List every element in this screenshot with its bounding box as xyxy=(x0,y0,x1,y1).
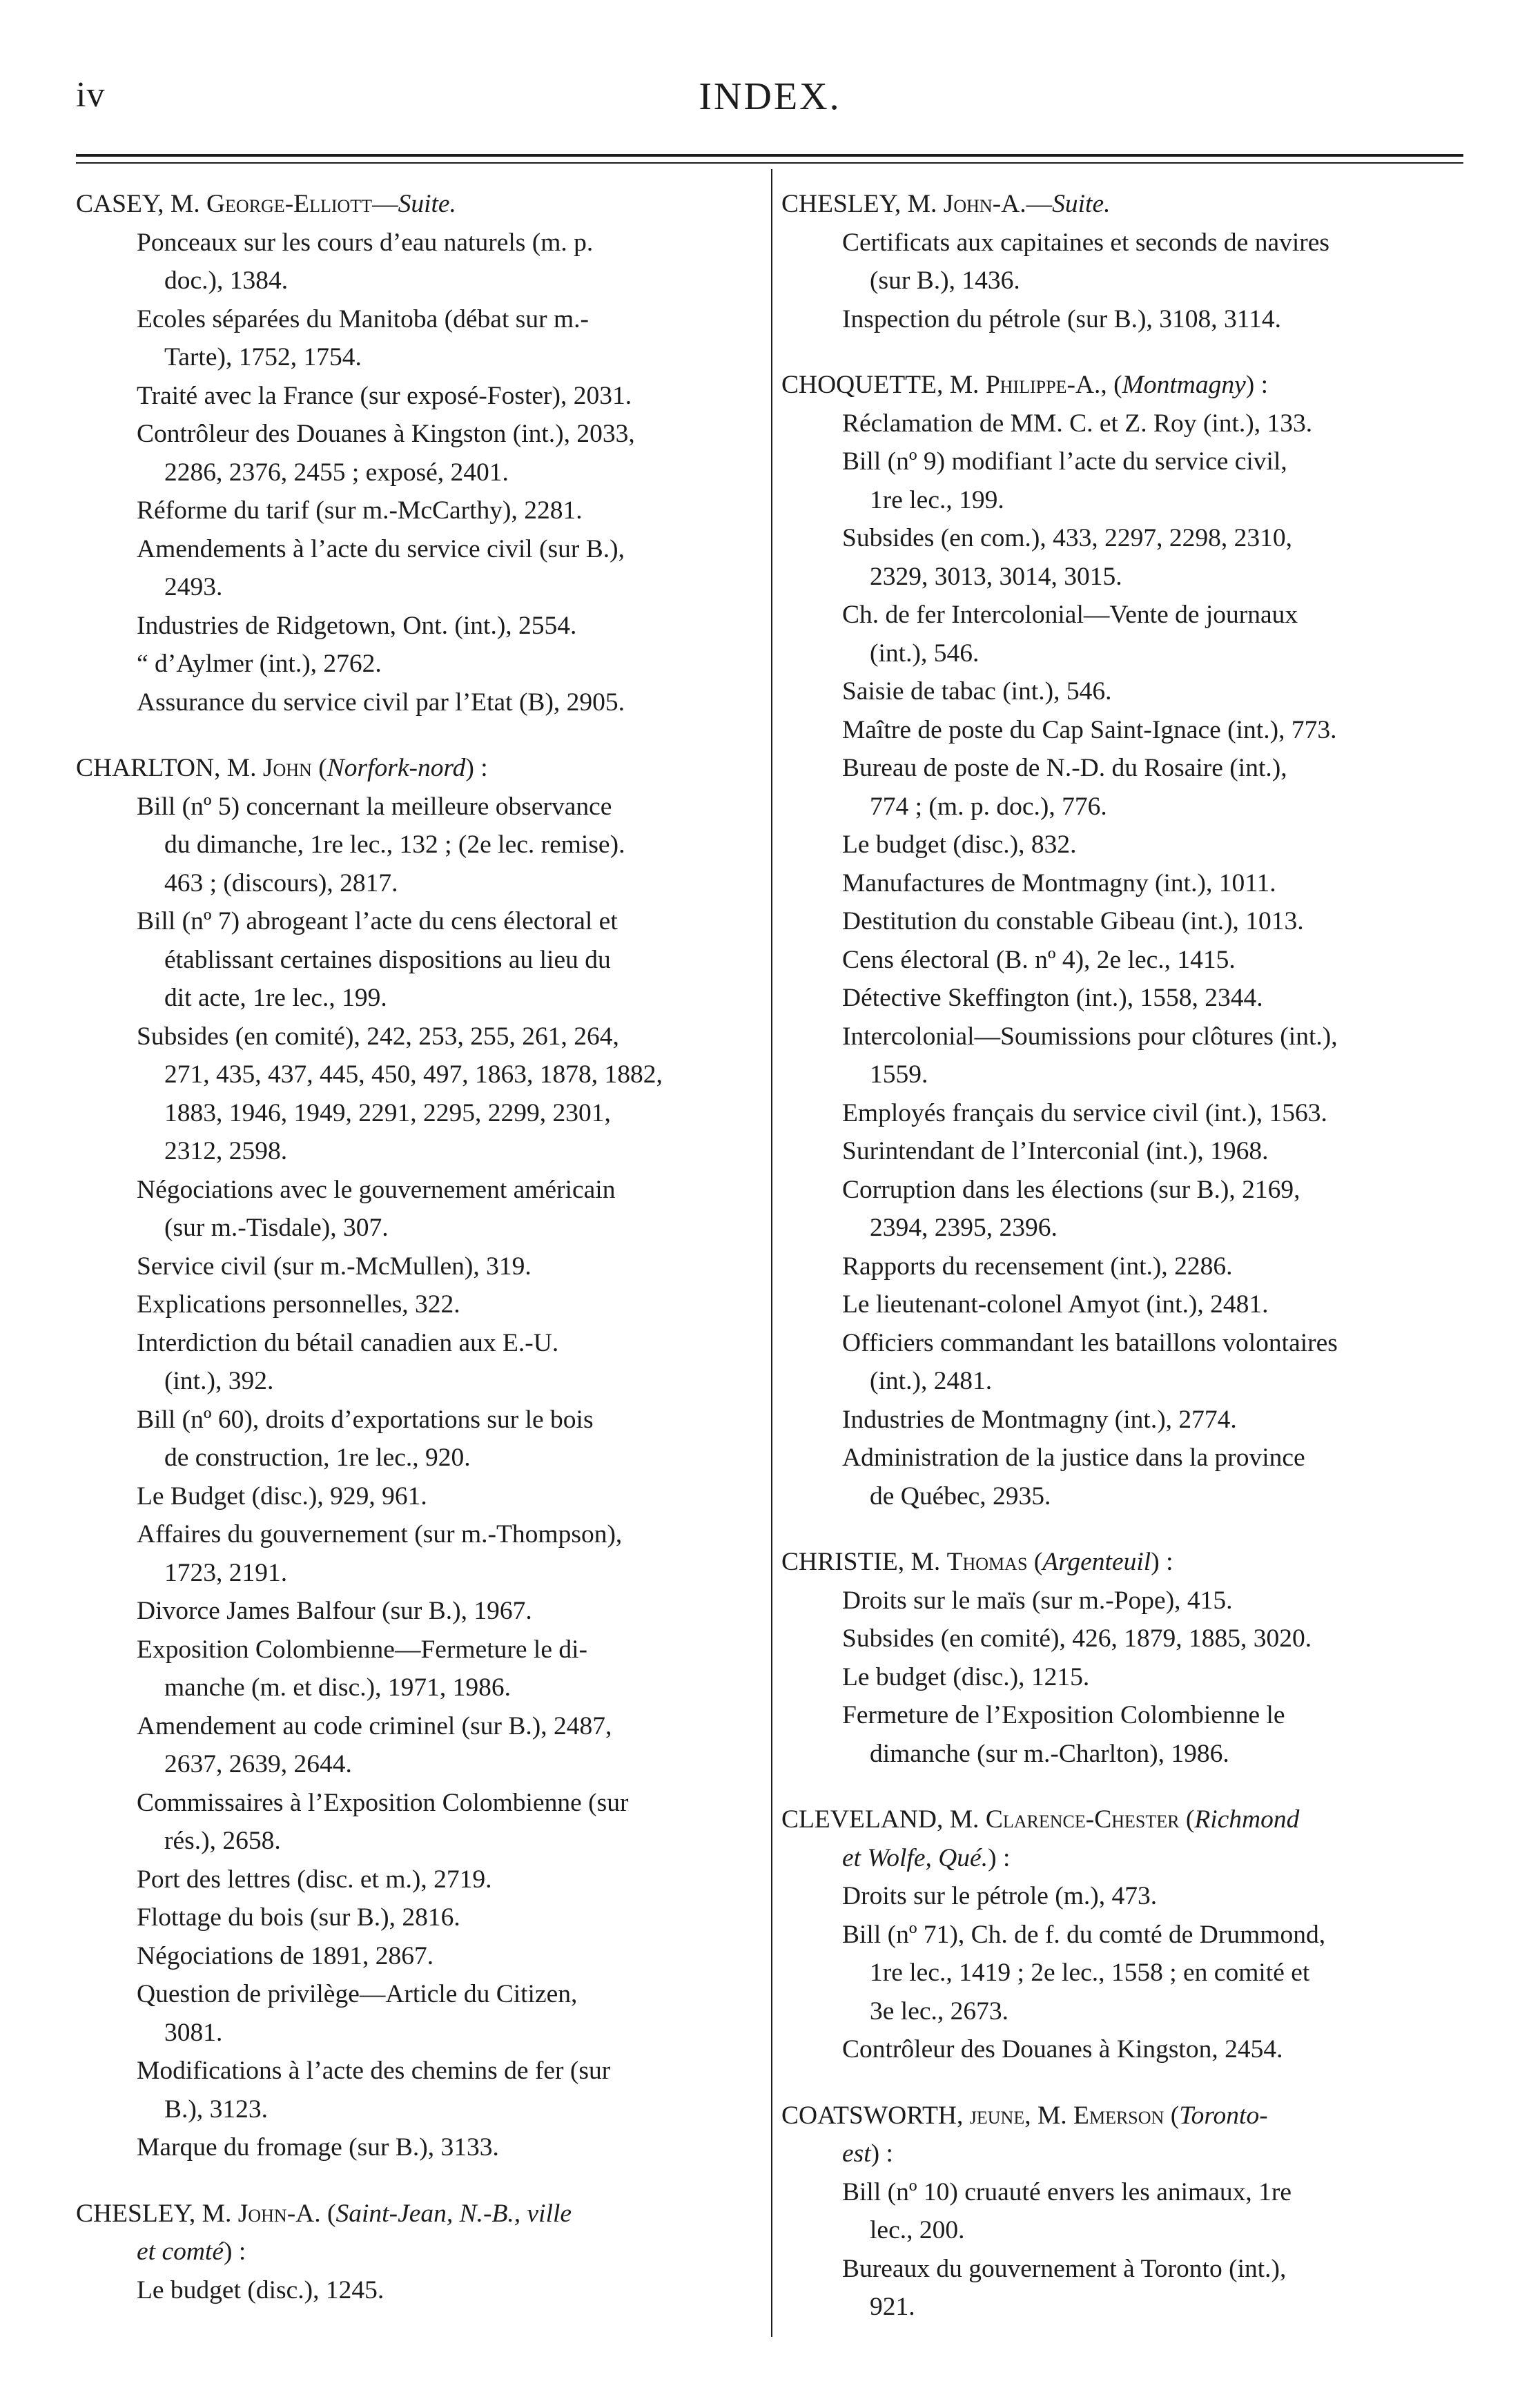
entry-line: lec., 200. xyxy=(870,2216,965,2244)
constituency: Toronto- xyxy=(1179,2101,1268,2130)
entry-line: Négociations avec le gouvernement américain xyxy=(137,1175,616,1204)
given-name: Clarence-Chester xyxy=(985,1805,1180,1834)
index-entry-block xyxy=(781,1800,1477,2069)
index-entry xyxy=(76,492,772,530)
entry-heading xyxy=(76,2195,772,2271)
index-entry xyxy=(76,1861,772,1899)
entry-line: B.), 3123. xyxy=(164,2095,268,2124)
index-entry xyxy=(781,443,1477,519)
index-entry xyxy=(76,1324,772,1401)
given-name: Emerson xyxy=(1073,2101,1164,2130)
index-entry xyxy=(76,530,772,607)
entry-line: Inspection du pétrole (sur B.), 3108, 3114. xyxy=(842,304,1281,333)
index-entry xyxy=(781,1877,1477,1916)
constituency: Richmond xyxy=(1194,1805,1300,1834)
index-entry xyxy=(781,2250,1477,2327)
entry-line: (int.), 2481. xyxy=(870,1367,993,1395)
entry-heading xyxy=(781,2097,1477,2173)
index-entry xyxy=(781,1247,1477,1286)
index-entry xyxy=(76,1477,772,1516)
entry-heading xyxy=(781,185,1477,224)
index-entry xyxy=(76,2052,772,2128)
index-entry xyxy=(76,1018,772,1171)
entry-line: Destitution du constable Gibeau (int.), 1013. xyxy=(842,907,1304,935)
name-separator: ( xyxy=(1027,1548,1043,1576)
entry-line: Ch. de fer Intercolonial—Vente de journaux xyxy=(842,601,1298,629)
entry-line: Flottage du bois (sur B.), 2816. xyxy=(137,1903,460,1932)
index-entry xyxy=(781,979,1477,1018)
index-entry xyxy=(76,1285,772,1324)
name-separator: — xyxy=(372,190,398,218)
index-entry xyxy=(76,2271,772,2310)
given-name: John-A. xyxy=(943,190,1026,218)
entry-heading xyxy=(76,749,772,788)
entry-line: (sur m.-Tisdale), 307. xyxy=(164,1214,389,1242)
index-entry xyxy=(76,1631,772,1707)
entry-line: rés.), 2658. xyxy=(164,1827,281,1855)
entry-line: Administration de la justice dans la province xyxy=(842,1444,1305,1472)
entry-line: de Québec, 2935. xyxy=(870,1482,1051,1511)
index-entry xyxy=(76,1171,772,1247)
entry-line: 1723, 2191. xyxy=(164,1558,288,1587)
surname: CHESLEY, M. xyxy=(781,190,944,218)
index-entry xyxy=(781,1094,1477,1133)
entry-line: Commissaires à l’Exposition Colombienne (sur xyxy=(137,1788,629,1817)
entry-line: Bureaux du gouvernement à Toronto (int.), xyxy=(842,2254,1287,2283)
index-entry xyxy=(76,1592,772,1631)
index-entry xyxy=(76,1784,772,1861)
index-entry xyxy=(781,941,1477,980)
entry-line: 1re lec., 1419 ; 2e lec., 1558 ; en comité et xyxy=(870,1959,1310,1987)
entry-line: Le lieutenant-colonel Amyot (int.), 2481. xyxy=(842,1290,1269,1319)
index-entry xyxy=(781,1401,1477,1439)
index-entry xyxy=(781,1696,1477,1773)
index-entry xyxy=(76,1401,772,1477)
index-entry xyxy=(781,519,1477,596)
index-entry xyxy=(76,300,772,377)
constituency: Suite. xyxy=(398,190,456,218)
index-entry xyxy=(781,1285,1477,1324)
entry-line: (int.), 392. xyxy=(164,1367,274,1395)
index-entry xyxy=(781,1132,1477,1171)
entry-line: de construction, 1re lec., 920. xyxy=(164,1444,471,1472)
entry-line: 921. xyxy=(870,2293,915,2321)
entry-line: 2286, 2376, 2455 ; exposé, 2401. xyxy=(164,458,509,487)
given-name: Philippe-A. xyxy=(985,371,1101,399)
entry-line: Exposition Colombienne—Fermeture le di- xyxy=(137,1635,588,1664)
entry-line: Rapports du recensement (int.), 2286. xyxy=(842,1252,1233,1281)
index-entry xyxy=(781,1439,1477,1515)
index-entry xyxy=(781,405,1477,443)
index-entry xyxy=(781,711,1477,750)
entry-heading xyxy=(76,185,772,224)
index-entry xyxy=(76,607,772,645)
entry-line: Bill (nº 60), droits d’exportations sur le bois xyxy=(137,1405,594,1434)
name-separator: ( xyxy=(1179,1805,1195,1834)
constituency: Saint-Jean, N.-B., ville xyxy=(335,2199,572,2228)
index-entry xyxy=(76,645,772,683)
header-rule-thick xyxy=(76,154,1463,157)
entry-line: Manufactures de Montmagny (int.), 1011. xyxy=(842,868,1276,897)
index-entry xyxy=(76,1707,772,1784)
entry-heading xyxy=(781,366,1477,405)
page-title: INDEX. xyxy=(699,75,841,118)
entry-line: Bill (nº 5) concernant la meilleure observance xyxy=(137,792,612,821)
entry-line: Bill (nº 10) cruauté envers les animaux, 1re xyxy=(842,2177,1292,2206)
entry-line: Subsides (en comité), 426, 1879, 1885, 3020. xyxy=(842,1624,1312,1653)
entry-line: Détective Skeffington (int.), 1558, 2344. xyxy=(842,984,1263,1012)
name-separator: ( xyxy=(1164,2101,1180,2130)
entry-line: Bill (nº 71), Ch. de f. du comté de Drummond, xyxy=(842,1920,1326,1949)
entry-line: “ d’Aylmer (int.), 2762. xyxy=(137,650,382,678)
entry-line: 3e lec., 2673. xyxy=(870,1997,1008,2026)
constituency: Norfork-nord xyxy=(326,754,466,782)
given-name: John-A. xyxy=(237,2199,321,2228)
entry-line: Modifications à l’acte des chemins de fer (sur xyxy=(137,2057,611,2085)
left-column xyxy=(76,185,772,2337)
entry-line: Droits sur le maïs (sur m.-Pope), 415. xyxy=(842,1586,1233,1615)
entry-line: dit acte, 1re lec., 199. xyxy=(164,984,387,1012)
surname: CHARLTON, M. xyxy=(76,754,263,782)
name-closing: ) : xyxy=(1245,371,1269,399)
name-separator: ( xyxy=(320,2199,336,2228)
name-separator: , ( xyxy=(1100,371,1122,399)
entry-line: Ponceaux sur les cours d’eau naturels (m. p. xyxy=(137,228,594,257)
entry-line: Droits sur le pétrole (m.), 473. xyxy=(842,1882,1158,1910)
name-closing: ) : xyxy=(870,2139,893,2168)
surname: CHOQUETTE, M. xyxy=(781,371,986,399)
entry-line: Bureau de poste de N.-D. du Rosaire (int.), xyxy=(842,754,1287,782)
entry-line: Amendements à l’acte du service civil (sur B.), xyxy=(137,534,625,563)
index-entry xyxy=(781,1658,1477,1697)
index-entry xyxy=(781,2030,1477,2069)
index-entry-block xyxy=(781,185,1477,338)
entry-line: Contrôleur des Douanes à Kingston, 2454. xyxy=(842,2035,1283,2064)
name-separator: — xyxy=(1026,190,1053,218)
entry-line: Corruption dans les élections (sur B.), 2169, xyxy=(842,1175,1300,1204)
constituency: Suite. xyxy=(1052,190,1111,218)
entry-line: Saisie de tabac (int.), 546. xyxy=(842,677,1112,706)
page-number: iv xyxy=(76,75,106,115)
name-closing: ) : xyxy=(465,754,488,782)
name-closing: ) : xyxy=(988,1843,1011,1872)
constituency-continued: et comté xyxy=(137,2237,224,2266)
index-entry xyxy=(781,1324,1477,1401)
entry-heading xyxy=(781,1543,1477,1582)
entry-line: Bill (nº 9) modifiant l’acte du service civil, xyxy=(842,447,1287,476)
index-entry-block xyxy=(781,1543,1477,1773)
entry-line: Le budget (disc.), 832. xyxy=(842,831,1077,859)
entry-line: Explications personnelles, 322. xyxy=(137,1290,460,1319)
entry-line: Cens électoral (B. nº 4), 2e lec., 1415. xyxy=(842,945,1236,974)
entry-line: Officiers commandant les bataillons volontaires xyxy=(842,1328,1338,1357)
header-rule-thin xyxy=(76,162,1463,164)
entry-line: du dimanche, 1re lec., 132 ; (2e lec. remise). xyxy=(164,831,625,859)
right-column xyxy=(781,185,1477,2354)
entry-heading xyxy=(781,1800,1477,1877)
name-closing: ) : xyxy=(1151,1548,1173,1576)
entry-line: 774 ; (m. p. doc.), 776. xyxy=(870,792,1107,821)
entry-line: 2312, 2598. xyxy=(164,1137,288,1165)
entry-line: établissant certaines dispositions au lieu du xyxy=(164,945,611,974)
entry-line: (sur B.), 1436. xyxy=(870,266,1020,295)
entry-line: Service civil (sur m.-McMullen), 319. xyxy=(137,1252,532,1281)
index-entry xyxy=(76,224,772,300)
index-entry-block xyxy=(76,185,772,721)
index-entry xyxy=(76,1975,772,2052)
entry-line: Assurance du service civil par l’Etat (B), 2905. xyxy=(137,688,625,717)
index-entry xyxy=(781,1916,1477,2031)
name-qualifier: jeune xyxy=(969,2101,1025,2130)
index-entry xyxy=(781,1018,1477,1094)
index-entry xyxy=(781,864,1477,903)
entry-line: dimanche (sur m.-Charlton), 1986. xyxy=(870,1739,1229,1768)
entry-line: Port des lettres (disc. et m.), 2719. xyxy=(137,1865,492,1894)
index-entry xyxy=(781,672,1477,711)
entry-line: Bill (nº 7) abrogeant l’acte du cens électoral et xyxy=(137,907,618,935)
entry-line: Réforme du tarif (sur m.-McCarthy), 2281. xyxy=(137,496,583,525)
entry-line: (int.), 546. xyxy=(870,639,979,668)
surname: CHESLEY, M. xyxy=(76,2199,238,2228)
name-title: , M. xyxy=(1024,2101,1074,2130)
index-entry-block xyxy=(76,2195,772,2310)
entry-line: Affaires du gouvernement (sur m.-Thompson), xyxy=(137,1520,623,1548)
index-entry xyxy=(781,1620,1477,1658)
entry-line: 1559. xyxy=(870,1060,928,1089)
index-entry xyxy=(781,826,1477,864)
entry-line: Surintendant de l’Interconial (int.), 1968. xyxy=(842,1137,1269,1165)
entry-line: 2394, 2395, 2396. xyxy=(870,1214,1057,1242)
entry-line: Divorce James Balfour (sur B.), 1967. xyxy=(137,1597,532,1625)
index-entry xyxy=(76,1899,772,1937)
constituency-continued: est xyxy=(842,2139,871,2168)
index-entry xyxy=(76,2128,772,2167)
index-entry xyxy=(76,788,772,903)
index-entry xyxy=(781,300,1477,339)
entry-line: Industries de Montmagny (int.), 2774. xyxy=(842,1405,1237,1434)
entry-line: Réclamation de MM. C. et Z. Roy (int.), 133. xyxy=(842,409,1313,438)
index-entry xyxy=(781,1582,1477,1620)
entry-line: manche (m. et disc.), 1971, 1986. xyxy=(164,1673,511,1702)
index-entry xyxy=(76,1937,772,1976)
entry-line: 463 ; (discours), 2817. xyxy=(164,868,398,897)
given-name: Thomas xyxy=(946,1548,1028,1576)
entry-line: doc.), 1384. xyxy=(164,266,289,295)
entry-line: Ecoles séparées du Manitoba (débat sur m.- xyxy=(137,304,589,333)
index-entry xyxy=(76,415,772,492)
index-entry xyxy=(76,902,772,1018)
entry-line: Marque du fromage (sur B.), 3133. xyxy=(137,2133,499,2162)
entry-line: Interdiction du bétail canadien aux E.-U. xyxy=(137,1328,559,1357)
entry-line: 2493. xyxy=(164,573,223,601)
index-entry xyxy=(781,749,1477,826)
surname: COATSWORTH, xyxy=(781,2101,970,2130)
index-entry xyxy=(76,1247,772,1286)
entry-line: Maître de poste du Cap Saint-Ignace (int.), 773. xyxy=(842,715,1337,744)
index-entry xyxy=(781,902,1477,941)
entry-line: Certificats aux capitaines et seconds de navires xyxy=(842,228,1329,257)
entry-line: Traité avec la France (sur exposé-Foster), 2031. xyxy=(137,381,632,410)
index-entry-block xyxy=(781,2097,1477,2327)
constituency: Argenteuil xyxy=(1042,1548,1151,1576)
surname: CHRISTIE, M. xyxy=(781,1548,947,1576)
entry-line: Intercolonial—Soumissions pour clôtures (int.), xyxy=(842,1022,1338,1051)
index-entry xyxy=(76,683,772,722)
entry-line: Industries de Ridgetown, Ont. (int.), 2554. xyxy=(137,611,577,640)
name-separator: ( xyxy=(311,754,327,782)
index-entry xyxy=(781,1171,1477,1247)
entry-line: Le Budget (disc.), 929, 961. xyxy=(137,1482,427,1511)
index-entry xyxy=(76,377,772,416)
index-entry xyxy=(76,1515,772,1592)
entry-line: 1883, 1946, 1949, 2291, 2295, 2299, 2301, xyxy=(164,1098,611,1127)
entry-line: Question de privilège—Article du Citizen, xyxy=(137,1980,578,2008)
index-entry xyxy=(781,2173,1477,2250)
entry-line: Employés français du service civil (int.), 1563. xyxy=(842,1098,1327,1127)
index-entry-block xyxy=(76,749,772,2167)
surname: CLEVELAND, M. xyxy=(781,1805,986,1834)
entry-line: 2637, 2639, 2644. xyxy=(164,1750,352,1778)
entry-line: Négociations de 1891, 2867. xyxy=(137,1941,434,1970)
given-name: John xyxy=(262,754,312,782)
entry-line: Subsides (en com.), 433, 2297, 2298, 2310, xyxy=(842,524,1293,552)
entry-line: Le budget (disc.), 1245. xyxy=(137,2275,384,2304)
name-closing: ) : xyxy=(223,2237,246,2266)
entry-line: 271, 435, 437, 445, 450, 497, 1863, 1878, 1882, xyxy=(164,1060,663,1089)
index-entry xyxy=(781,224,1477,300)
index-entry xyxy=(781,596,1477,672)
entry-line: Subsides (en comité), 242, 253, 255, 261, 264, xyxy=(137,1022,619,1051)
index-entry-block xyxy=(781,366,1477,1515)
entry-line: Amendement au code criminel (sur B.), 2487, xyxy=(137,1711,612,1740)
entry-line: Le budget (disc.), 1215. xyxy=(842,1662,1090,1691)
surname: CASEY, M. xyxy=(76,190,206,218)
entry-line: Tarte), 1752, 1754. xyxy=(164,343,362,371)
entry-line: Fermeture de l’Exposition Colombienne le xyxy=(842,1701,1285,1729)
entry-line: Contrôleur des Douanes à Kingston (int.), 2033, xyxy=(137,420,635,448)
entry-line: 3081. xyxy=(164,2018,223,2047)
entry-line: 2329, 3013, 3014, 3015. xyxy=(870,562,1122,591)
constituency-continued: et Wolfe, Qué. xyxy=(842,1843,988,1872)
given-name: George-Elliott xyxy=(206,190,373,218)
entry-line: 1re lec., 199. xyxy=(870,485,1004,514)
constituency: Montmagny xyxy=(1122,371,1246,399)
